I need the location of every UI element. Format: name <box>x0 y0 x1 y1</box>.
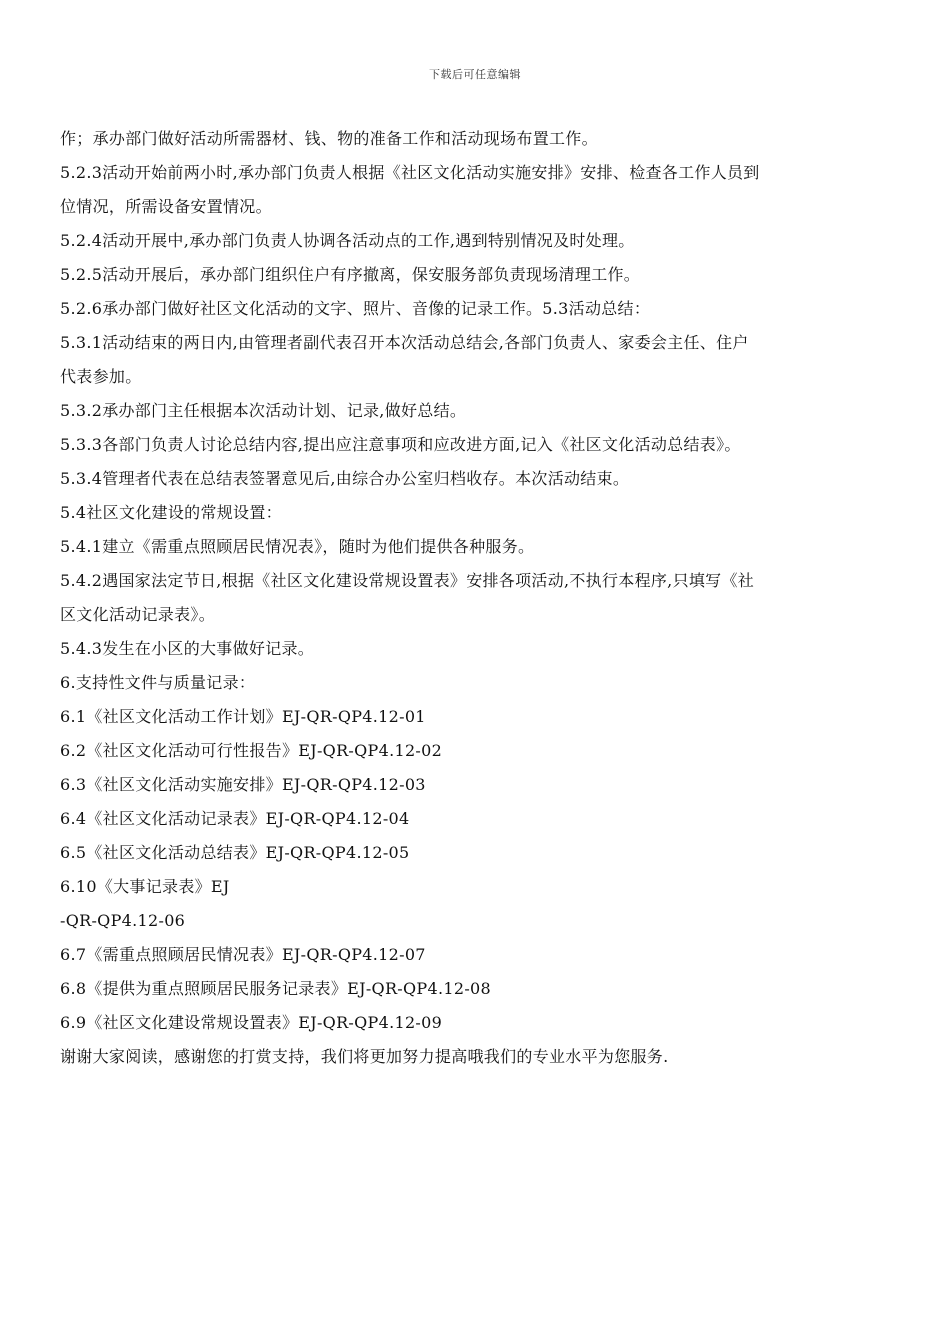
text-line: 区文化活动记录表》。 <box>60 605 216 624</box>
record-item: 6.10《大事记录表》EJ <box>60 877 230 896</box>
text-line: 5.4.1建立《需重点照顾居民情况表》，随时为他们提供各种服务。 <box>60 537 535 556</box>
closing-note: 谢谢大家阅读，感谢您的打赏支持，我们将更加努力提高哦我们的专业水平为您服务. <box>60 1047 669 1066</box>
text-line: 5.4.3发生在小区的大事做好记录。 <box>60 639 315 658</box>
document-body <box>60 122 900 1074</box>
section-heading: 5.4社区文化建设的常规设置： <box>60 503 282 522</box>
record-item: 6.8《提供为重点照顾居民服务记录表》EJ-QR-QP4.12-08 <box>60 979 491 998</box>
text-line: 5.3.1活动结束的两日内,由管理者副代表召开本次活动总结会,各部门负责人、家委会主任、住户 <box>60 333 749 352</box>
text-line: 5.3.3各部门负责人讨论总结内容,提出应注意事项和应改进方面,记入《社区文化活动总结表》。 <box>60 435 741 454</box>
record-item: 6.3《社区文化活动实施安排》EJ-QR-QP4.12-03 <box>60 775 426 794</box>
section-heading: 6.支持性文件与质量记录： <box>60 673 256 692</box>
text-line: 5.2.3活动开始前两小时,承办部门负责人根据《社区文化活动实施安排》安排、检查各工作人员到 <box>60 163 760 182</box>
text-line: 5.2.5活动开展后，承办部门组织住户有序撤离，保安服务部负责现场清理工作。 <box>60 265 641 284</box>
text-line: 代表参加。 <box>60 367 142 386</box>
text-line: 5.2.4活动开展中,承办部门负责人协调各活动点的工作,遇到特别情况及时处理。 <box>60 231 635 250</box>
page-header-note: 下载后可任意编辑 <box>429 68 521 81</box>
text-line: 5.3.4管理者代表在总结表签署意见后,由综合办公室归档收存。本次活动结束。 <box>60 469 630 488</box>
text-line: 位情况，所需设备安置情况。 <box>60 197 272 216</box>
record-item: 6.4《社区文化活动记录表》EJ-QR-QP4.12-04 <box>60 809 410 828</box>
record-item: 6.5《社区文化活动总结表》EJ-QR-QP4.12-05 <box>60 843 410 862</box>
text-line: 作；承办部门做好活动所需器材、钱、物的准备工作和活动现场布置工作。 <box>60 129 598 148</box>
text-line: 5.4.2遇国家法定节日,根据《社区文化建设常规设置表》安排各项活动,不执行本程序,只填写《社 <box>60 571 755 590</box>
text-line: 5.2.6承办部门做好社区文化活动的文字、照片、音像的记录工作。5.3活动总结： <box>60 299 651 318</box>
text-line: 5.3.2承办部门主任根据本次活动计划、记录,做好总结。 <box>60 401 467 420</box>
record-item: -QR-QP4.12-06 <box>60 911 186 930</box>
record-item: 6.7《需重点照顾居民情况表》EJ-QR-QP4.12-07 <box>60 945 426 964</box>
record-item: 6.1《社区文化活动工作计划》EJ-QR-QP4.12-01 <box>60 707 426 726</box>
record-item: 6.9《社区文化建设常规设置表》EJ-QR-QP4.12-09 <box>60 1013 443 1032</box>
record-item: 6.2《社区文化活动可行性报告》EJ-QR-QP4.12-02 <box>60 741 443 760</box>
